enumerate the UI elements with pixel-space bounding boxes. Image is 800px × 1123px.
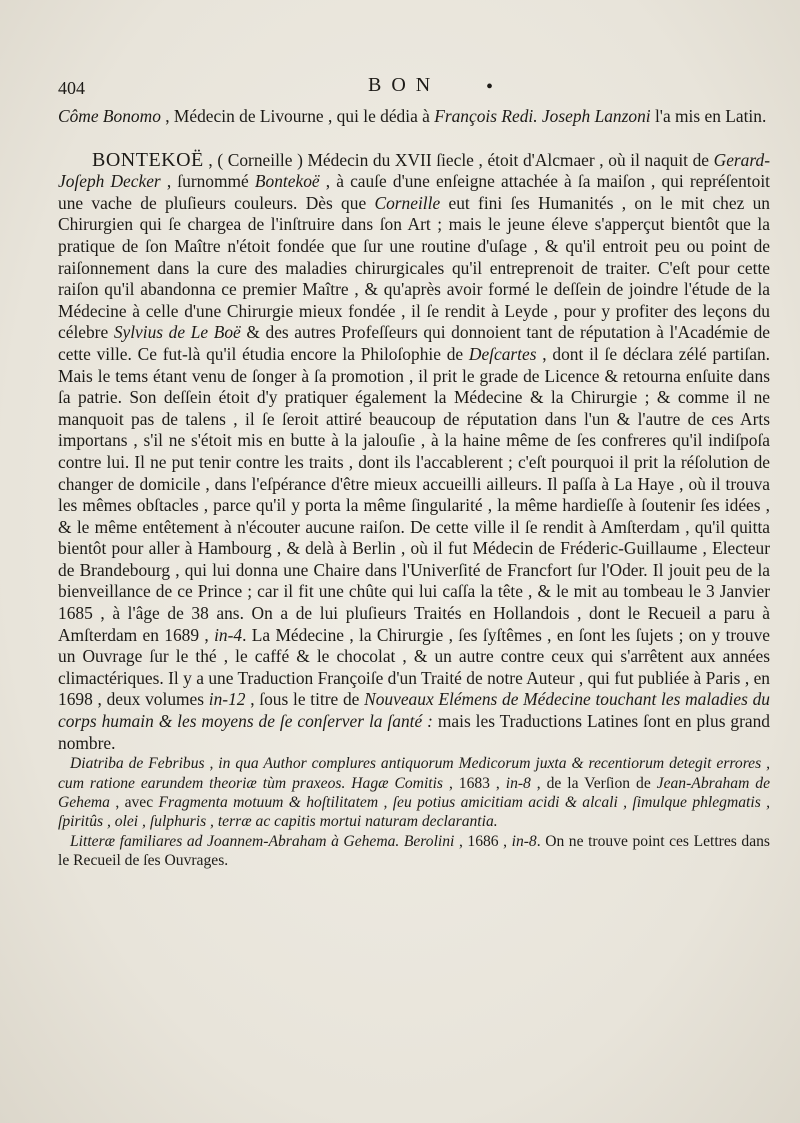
- italic-text-segment: in-4: [214, 624, 243, 645]
- text-segment: , 1686 ,: [454, 832, 512, 850]
- italic-text-segment: Deſcartes: [468, 343, 537, 364]
- paragraph-bonomo-end: [58, 106, 770, 128]
- italic-text-segment: Bontekoë: [254, 171, 320, 192]
- text-segment: , Médecin de Livourne , qui le dédia à: [160, 106, 435, 126]
- entry-headword: BONTEKOË: [92, 148, 204, 171]
- italic-text-segment: Gerard-Joſeph Decker: [58, 149, 770, 192]
- italic-text-segment: Jean-Abraham de Gehema: [58, 774, 770, 812]
- page-body: [58, 106, 770, 871]
- italic-text-segment: Litteræ familiares ad Joannem-Abraham à Gehema. Berolini: [70, 832, 455, 850]
- italic-text-segment: Côme Bonomo: [58, 106, 161, 126]
- italic-text-segment: Nouveaux Elémens de Médecine touchant les maladies du corps humain & les moyens de ſe conſerver la ſanté :: [58, 689, 770, 732]
- text-segment: , 1683 ,: [443, 774, 506, 792]
- italic-text-segment: Diatriba de Febribus , in qua Author complures antiquorum Medicorum juxta & recentiorum detegit errores , cum ratione earundem theoriæ tùm praxeos. Hagæ Comitis: [58, 755, 770, 792]
- text-segment: . La Médecine , la Chirurgie , ſes ſyſtêmes , en ſont les ſujets ; on y trouve un Ouvrage ſur le thé , le caffé & le chocolat , & un autre contre ceux qui s'arrêtent aux années climactériques. Il y a une Traduction Françoiſe d'un Traité de notre Auteur , qui fut publiée à Paris , en 1698 , deux volumes: [58, 624, 770, 710]
- running-head: BON: [368, 74, 441, 96]
- text-segment: . On ne trouve point ces Lettres dans le Recueil de ſes Ouvrages.: [58, 832, 770, 870]
- text-segment: , ſous le titre de: [245, 689, 365, 710]
- running-head-dot: •: [486, 76, 494, 98]
- text-segment: , dont il ſe déclara zélé partiſan. Mais le tems étant venu de ſonger à ſa promotion , il prit le grade de Licence & retourna enſuite dans ſa patrie. Son deſſein étoit d'y pratiquer également la Médecine & la Chirurgie ; & comme il ne manquoit pas de talens , il ſe ſeroit attiré beaucoup de réputation dans l'un & l'autre de ces Arts importans , s'il ne s'étoit mis en butte à la jalouſie , à la haine même de ſes confreres qu'il indiſpoſa contre lui. Il ne put tenir contre les traits , dont ils l'accablerent ; c'eſt pourquoi il prit la réſolution de changer de domicile , dans l'eſpérance d'être mieux accueilli ailleurs. Il paſſa à La Haye , où il trouva les mêmes obſtacles , parce qu'il y porta la même ſingularité , la même hardieſſe à ſoutenir ſes idées , & le même entêtement à n'écouter aucune raiſon. De cette ville il ſe rendit à Amſterdam , qu'il quitta bientôt pour aller à Hambourg , & delà à Berlin , où il fut Médecin de Fréderic-Guillaume , Electeur de Brandebourg , qui lui donna une Chaire dans l'Univerſité de Francfort ſur l'Oder. Il jouit peu de la bienveillance de ce Prince ; car il fit une chûte qui lui caſſa la tête , & le mit au tombeau le 3 Janvier 1685 , à l'âge de 38 ans. On a de lui pluſieurs Traités en Hollandois , dont le Recueil a paru à Amſterdam en 1689 ,: [58, 343, 770, 645]
- page-header: [58, 74, 778, 104]
- text-segment: , de la Verſion de: [530, 774, 657, 792]
- italic-text-segment: Fragmenta motuum & hoſtilitatem , ſeu potius amicitiam acidi & alcali , ſimulque phlegmatis , ſpiritûs , olei , ſulphuris , terræ ac capitis mortui naturam declarantia.: [58, 794, 771, 831]
- text-segment: , ( Corneille ) Médecin du XVII ſiecle , étoit d'Alcmaer , où il naquit de: [203, 149, 714, 170]
- text-segment: , à cauſe d'une enſeigne attachée à ſa maiſon , qui repréſentoit une vache de pluſieurs couleurs. Dès que: [58, 171, 770, 213]
- text-segment: mais les Traductions Latines ſont en plus grand nombre.: [58, 711, 770, 753]
- text-segment: eut fini ſes Humanités , on le mit chez un Chirurgien qui ſe chargea de l'inſtruire dans ſon Art ; mais le jeune éleve s'apperçut bientôt que la pratique de ſon Maître n'étoit fondée que ſur une routine d'uſage , & qu'il entroit peu ou point de raiſonnement dans la cure des maladies chirurgicales qu'il entreprenoit de traiter. C'eſt pour cette raiſon qu'il abandonna ce premier Maître , & qu'après avoir formé le deſſein de joindre l'étude de la Médecine à celle d'une Chirurgie mieux fondée , il ſe rendit à Leyde , pour y profiter des leçons du célebre: [58, 192, 771, 343]
- text-segment: l'a mis en Latin.: [650, 106, 767, 126]
- text-segment: , avec: [109, 794, 159, 812]
- italic-text-segment: in-8: [511, 832, 537, 850]
- page-number: 404: [58, 78, 85, 98]
- italic-text-segment: in-8: [505, 774, 531, 792]
- bibliography-entry-diatriba: [58, 754, 770, 832]
- paragraph-bontekoe-entry: [58, 150, 770, 755]
- bibliography-entry-litterae: [58, 832, 770, 871]
- text-segment: & des autres Profeſſeurs qui donnoient tant de réputation à l'Académie de cette ville. Ce fut-là qu'il étudia encore la Philoſophie de: [58, 322, 770, 364]
- italic-text-segment: Sylvius de Le Boë: [113, 322, 241, 343]
- italic-text-segment: Corneille: [374, 192, 441, 213]
- italic-text-segment: in-12: [208, 689, 246, 710]
- italic-text-segment: François Redi. Joseph Lanzoni: [434, 106, 651, 126]
- text-segment: , ſurnommé: [160, 171, 255, 192]
